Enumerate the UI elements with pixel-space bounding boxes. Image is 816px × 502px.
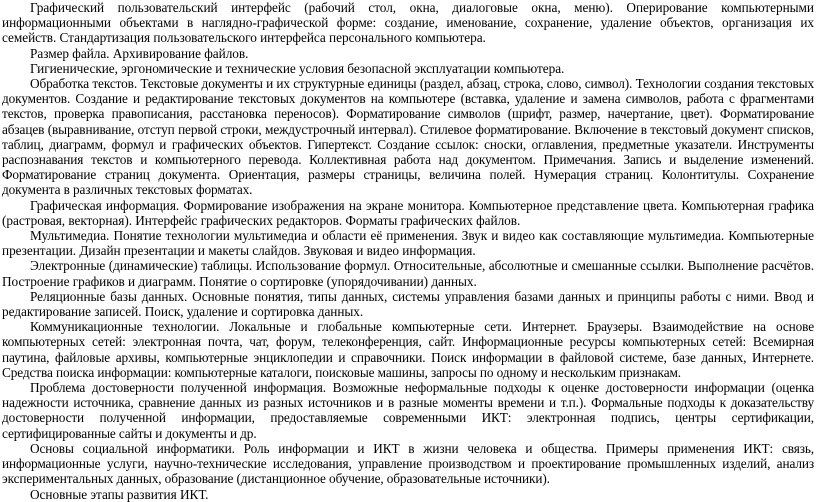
paragraph-graphics: Графическая информация. Формирование изображения на экране монитора. Компьютерное представление цвета. Компьютерная графика (растровая, векторная). Интерфейс графических редакторов. Форматы графических файлов. [2,197,814,228]
document-page [2,0,814,502]
paragraph-ict-stages: Основные этапы развития ИКТ. [30,486,209,502]
paragraph-communication: Коммуникационные технологии. Локальные и глобальные компьютерные сети. Интернет. Браузеры. Взаимодействие на основе компьютерных сетей: электронная почта, чат, форум, телеконференция, сайт. Информационные ресурсы компьютерных сетей: Всемирная паутина, файловые архивы, компьютерные энциклопедии и справочники. Поиск информации в файловой системе, базе данных, Интернете. Средства поиска информации: компьютерные каталоги, поисковые машины, запросы по одному и нескольким признакам. [2,319,814,380]
paragraph-file-size: Размер файла. Архивирование файлов. [30,45,249,61]
paragraph-databases: Реляционные базы данных. Основные понятия, типы данных, системы управления базами данных и принципы работы с ними. Ввод и редактирование записей. Поиск, удаление и сортировка данных. [2,288,814,320]
paragraph-reliability: Проблема достоверности полученной информация. Возможные неформальные подходы к оценке достоверности информации (оценка надежности источника, сравнение данных из разных источников и в разные моменты времени и т.п.). Формальные подходы к доказательству достоверности полученной информации, предоставляемые современными ИКТ: электронная подпись, центры сертификации, сертифицированные сайты и документы и др. [2,380,814,441]
paragraph-text-processing: Обработка текстов. Текстовые документы и их структурные единицы (раздел, абзац, строка, слово, символ). Технологии создания текстовых документов. Создание и редактирование текстовых документов на компьютере (вставка, удаление и замена символов, работа с фрагментами текстов, проверка правописания, расстановка переносов). Форматирование символов (шрифт, размер, начертание, цвет). Форматирование абзацев (выравнивание, отступ первой строки, междустрочный интервал). Стилевое форматирование. Включение в текстовый документ списков, таблиц, диаграмм, формул и графических объектов. Гипертекст. Создание ссылок: сноски, оглавления, предметные указатели. Инструменты распознавания текстов и компьютерного перевода. Коллективная работа над документом. Примечания. Запись и выделение изменений. Форматирование страниц документа. Ориентация, размеры страницы, величина полей. Нумерация страниц. Колонтитулы. Сохранение документа в различных текстовых форматах. [2,76,814,198]
paragraph-multimedia: Мультимедиа. Понятие технологии мультимедиа и области её применения. Звук и видео как составляющие мультимедиа. Компьютерные презентации. Дизайн презентации и макеты слайдов. Звуковая и видео информация. [2,228,814,259]
paragraph-hygiene: Гигиенические, эргономические и технические условия безопасной эксплуатации компьютера. [30,60,565,76]
paragraph-spreadsheets: Электронные (динамические) таблицы. Использование формул. Относительные, абсолютные и смешанные ссылки. Выполнение расчётов. Построение графиков и диаграмм. Понятие о сортировке (упорядочивании) данных. [2,258,814,289]
paragraph-gui: Графический пользовательский интерфейс (рабочий стол, окна, диалоговые окна, меню). Оперирование компьютерными информационными объектами в наглядно-графической форме: создание, именование, сохранение, удаление объектов, организация их семейств. Стандартизация пользовательского интерфейса персонального компьютера. [2,0,814,46]
paragraph-social-informatics: Основы социальной информатики. Роль информации и ИКТ в жизни человека и общества. Примеры применения ИКТ: связь, информационные услуги, научно-технические исследования, управление производством и проектирование промышленных изделий, анализ экспериментальных данных, образование (дистанционное обучение, образовательные источники). [2,440,814,487]
